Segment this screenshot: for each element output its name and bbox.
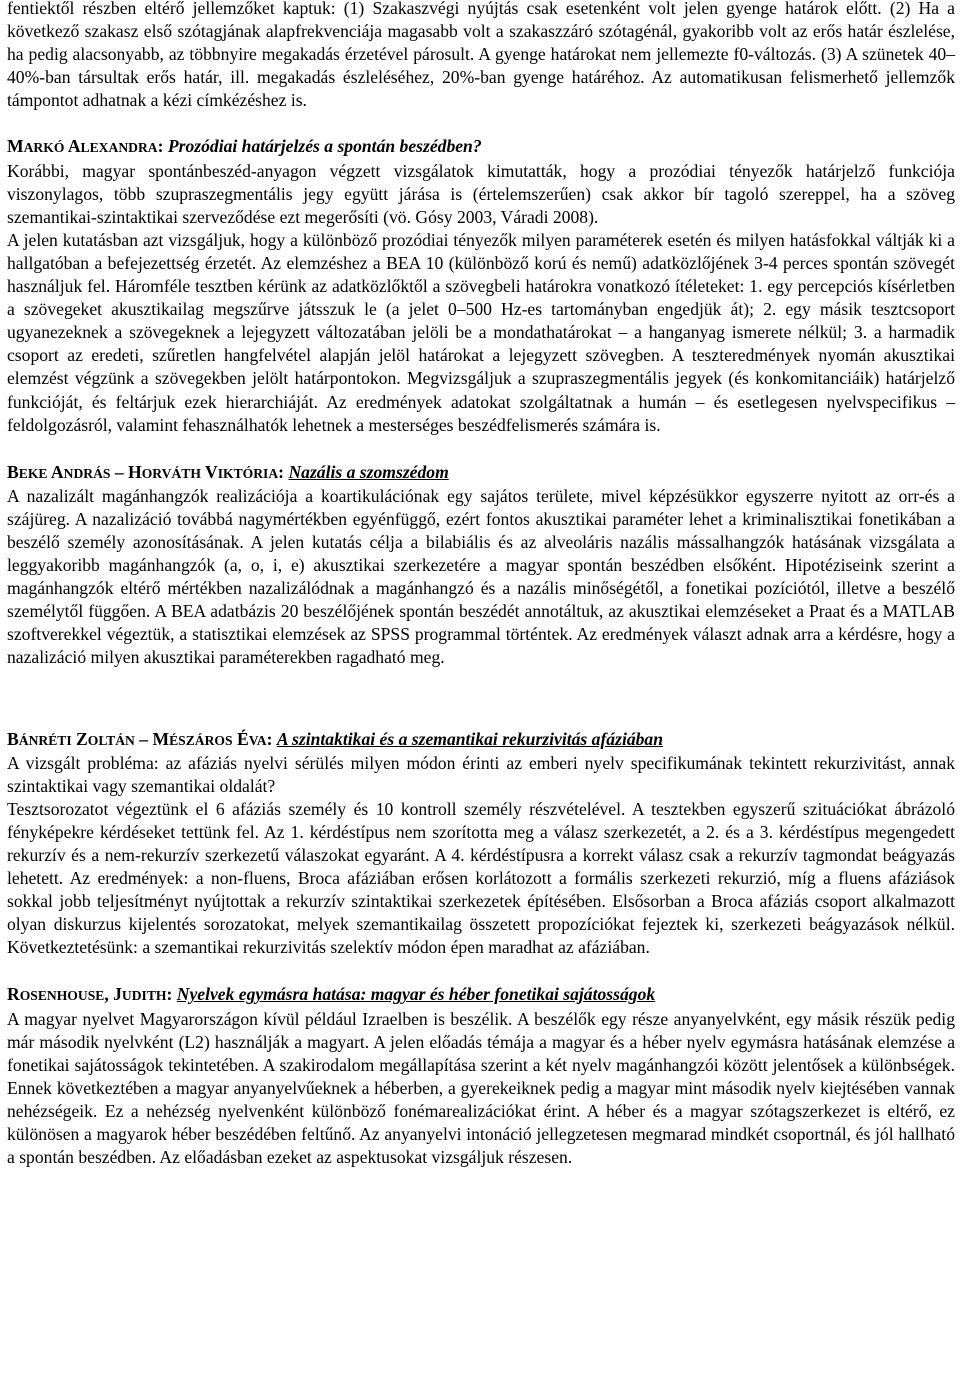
abstract-heading: BÁNRÉTI ZOLTÁN – MÉSZÁROS ÉVA: A szintaktikai és a szemantikai rekurzivitás afáziában [7, 728, 664, 749]
abstract-title: A szintaktikai és a szemantikai rekurzivitás afáziában [276, 728, 664, 749]
intro-paragraph: fentiektől részben eltérő jellemzőket kaptuk: (1) Szakaszvégi nyújtás csak esetenként volt jelen gyenge határok előtt. (2) Ha a következő szakasz első szótagjának alapfrekvenciája magasabb volt a szakaszzáró szótagénál, gyakoribb volt az erős határ észlelése, ha pedig alacsonyabb, az többnyire megakadás érzetével párosult. A gyenge határokat nem jellemezte f0-változás. (3) A szünetek 40–40%-ban társultak erős határ, ill. megakadás észleléséhez, 20%-ban gyenge határéhoz. Az automatikusan felismerhető jellemzők támpontot adhatnak a kézi címkézéshez is. [7, 0, 955, 111]
abstract-body: A vizsgált probléma: az afáziás nyelvi sérülés milyen módon érinti az emberi nyelv specifikumának tekintett rekurzivitást, annak szintaktikai vagy szemantikai oldalát? Tesztsorozatot végeztünk el 6 afáziás személy és 10 kontroll személy részvételével. A tesztekben egyszerű szituációkat ábrázoló fényképekre kérdéseket tettünk fel. Az 1. kérdéstípus nem szorította meg a válasz szerkezetét, a 2. és a 3. kérdéstípus megengedett rekurzív és a nem-rekurzív szerkezetű válaszokat egyaránt. A 4. kérdéstípusra a korrekt válasz csak a rekurzív tagmondat beágyazás lehetett. Az eredmények: a non-fluens, Broca afáziában erősen korlátozott a formális szerkezeti rekurzió, míg a fluens afáziások sokkal jobb teljesítményt nyújtottak a rekurzív szintaktikai szerkezetek építésében. Elsősorban a Broca afáziás csoport alkalmazott olyan diskurzus kijelentés sorozatokat, melyek szemantikailag összetett propozíciókat fejeztek ki, szerkezeti beágyazások nélkül. Következtetésünk: a szemantikai rekurzivitás szelektív módon épen maradhat az afáziában. [7, 752, 955, 958]
author-names: MARKÓ ALEXANDRA [7, 136, 158, 157]
author-names: BEKE ANDRÁS – HORVÁTH VIKTÓRIA [7, 461, 279, 482]
abstract-title: Nyelvek egymásra hatása: magyar és héber fonetikai sajátosságok [176, 984, 656, 1005]
abstract-body: A magyar nyelvet Magyarországon kívül például Izraelben is beszélik. A beszélők egy része anyanyelvként, egy másik részük pedig már második nyelvként (L2) használják a magyart. A jelen előadás témája a magyar és a héber nyelv egymásra hatásának elemzése a fonetikai sajátosságok tekintetében. A szakirodalom megállapítása szerint a két nyelv magánhangzói között jelentősek a különbségek. Ennek következtében a magyar anyanyelvűeknek a héberben, a gyerekeiknek pedig a magyar mint második nyelv kiejtésében vannak nehézségeik. Ez a nehézség nyelvenként különböző fonémarealizációkat érint. A héber és a magyar szótagszerkezet is eltérő, ez különösen a magyarok héber beszédében feltűnő. Az anyanyelvi intonáció jellegzetesen megmarad mindkét csoportnál, és jól hallható a spontán beszédben. Az előadásban ezeket az aspektusokat vizsgáljuk részesen. [7, 1008, 955, 1168]
abstract-section [0, 135, 960, 436]
abstract-section [0, 983, 960, 1169]
author-names: ROSENHOUSE, JUDITH [7, 984, 167, 1005]
abstract-body: A nazalizált magánhangzók realizációja a koartikulációnak egy sajátos területe, mivel képzésükkor egyszerre nyitott az orr-és a szájüreg. A nazalizáció továbbá nagymértékben egyénfüggő, ezért fontos akusztikai paraméter lehet a kriminalisztikai fonetikában a beszélő személy azonosításának. A jelen kutatás célja a bilabiális és az alveoláris nazális mássalhangzók hatásának vizsgálata a leggyakoribb magánhangzók (a, o, i, e) akusztikai szerkezetére a magyar spontán beszédben elsőként. Hipotéziseink szerint a magánhangzók eltérő mértékben nazalizálódnak a magánhangzó és a nazális minőségétől, a fonetikai pozíciótól, illetve a beszélő személytől függően. A BEA adatbázis 20 beszélőjének spontán beszédét annotáltuk, az akusztikai elemzéseket a Praat és a MATLAB szoftverekkel végeztük, a statisztikai elemzések az SPSS programmal történtek. Az eredmények választ adnak arra a kérdésre, hogy a nazalizáció milyen akusztikai paraméterekben ragadható meg. [7, 485, 955, 668]
abstract-body: Korábbi, magyar spontánbeszéd-anyagon végzett vizsgálatok kimutatták, hogy a prozódiai tényezők határjelző funkciója viszonylagos, több szupraszegmentális jegy együtt járása is (értelemszerűen) csak akkor bír tagoló szereppel, ha a szöveg szemantikai-szintaktikai szerveződése ezt megerősíti (vö. Gósy 2003, Váradi 2008). A jelen kutatásban azt vizsgáljuk, hogy a különböző prozódiai tényezők milyen paraméterek esetén és milyen hatásfokkal váltják ki a hallgatóban a befejezettség érzetét. Az elemzéshez a BEA 10 (különböző korú és nemű) adatközlőjének 3-4 perces spontán szövegét használjuk fel. Háromféle tesztben kérünk az adatközlőktől a szövegbeli határokra vonatkozó ítéleteket: 1. egy percepciós kísérletben a szövegeket akusztikailag megszűrve játsszuk le (a jelet 0–500 Hz-es tartományban engedjük át); 2. egy másik tesztcsoport ugyanezeknek a szövegeknek a lejegyzett változatában jelöli be a mondathatárokat – a hanganyag ismerete nélkül; 3. a harmadik csoport az eredeti, szűretlen hangfelvétel alapján jelöl határokat a lejegyzett szövegben. A teszteredmények nyomán akusztikai elemzést végzünk a szövegekben jelölt határpontokon. Megvizsgáljuk a szupraszegmentális jegyek (és konkomitanciáik) határjelző funkcióját, és feltárjuk ezek hierarchiáját. Az eredmények adatokat szolgáltatnak a humán – és esetlegesen nyelvspecifikus – feldolgozásról, valamint fehasználhatók lehetnek a mesterséges beszédfelismerés számára is. [7, 160, 955, 435]
abstract-section [0, 728, 960, 960]
abstract-heading: BEKE ANDRÁS – HORVÁTH VIKTÓRIA: Nazális a szomszédom [7, 461, 449, 482]
author-names: BÁNRÉTI ZOLTÁN – MÉSZÁROS ÉVA [7, 728, 267, 749]
abstract-heading: MARKÓ ALEXANDRA: Prozódiai határjelzés a spontán beszédben? [7, 136, 482, 157]
abstract-heading: ROSENHOUSE, JUDITH: Nyelvek egymásra hatása: magyar és héber fonetikai sajátosságok [7, 984, 656, 1005]
abstract-section [0, 461, 960, 670]
abstract-title: Prozódiai határjelzés a spontán beszédben? [167, 136, 482, 157]
spacer [0, 670, 960, 728]
abstract-title: Nazális a szomszédom [288, 461, 449, 482]
spacer [0, 112, 960, 135]
spacer [0, 437, 960, 461]
spacer [0, 959, 960, 983]
